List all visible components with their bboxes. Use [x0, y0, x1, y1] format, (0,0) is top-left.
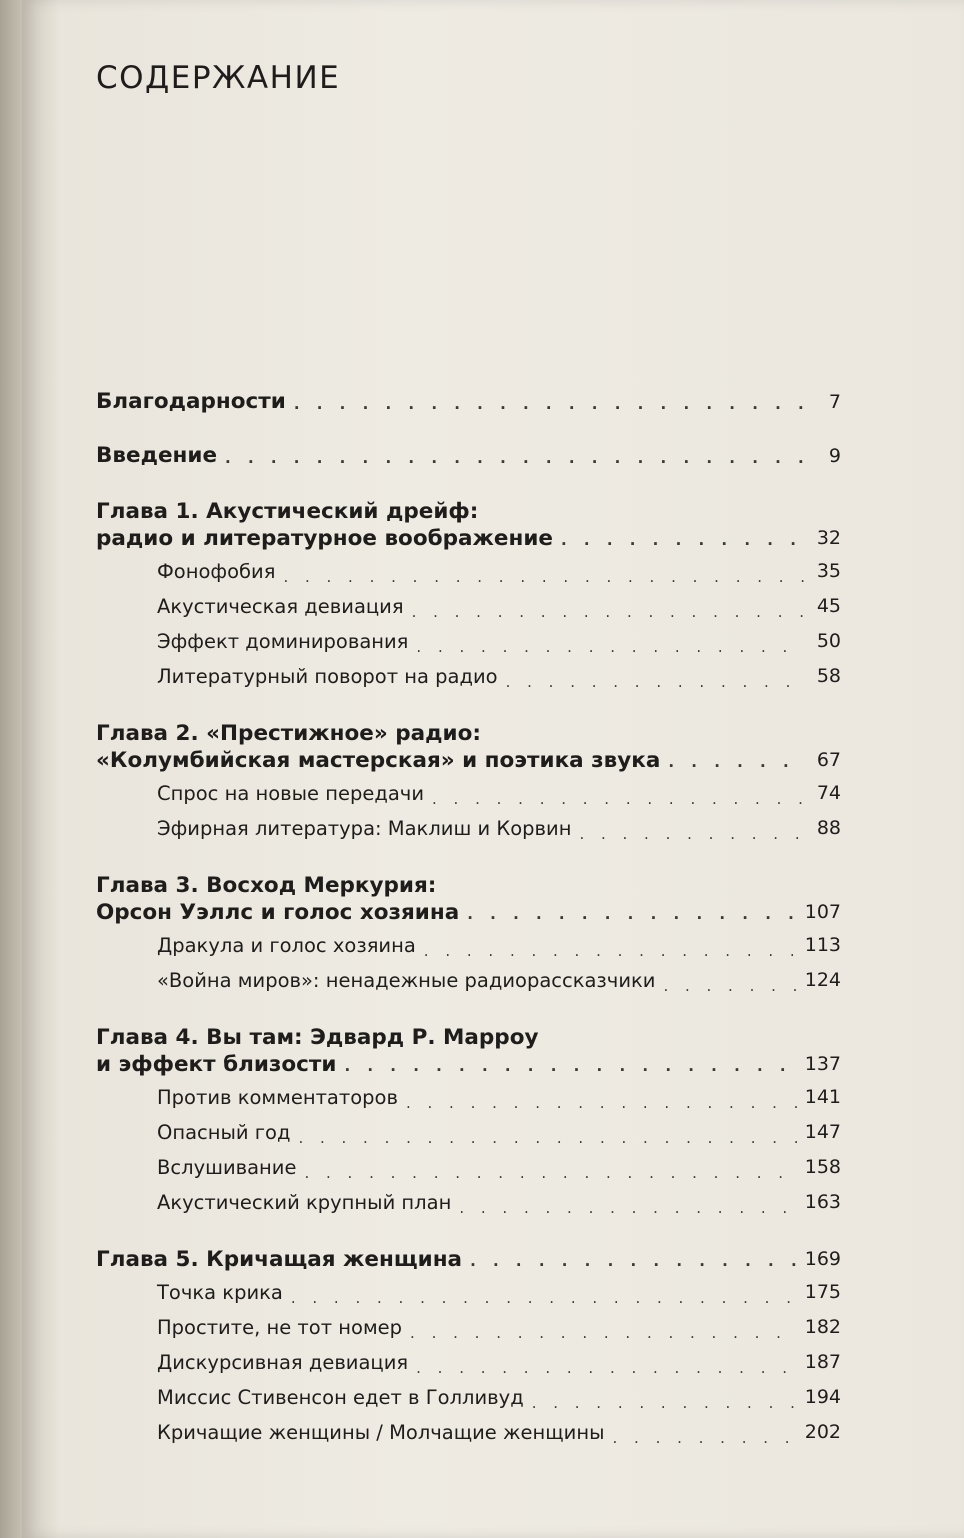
- toc-gap: [96, 694, 841, 720]
- dot-leader: [410, 1323, 799, 1345]
- toc-entry-sub[interactable]: [96, 1415, 841, 1450]
- dot-leader: [459, 1198, 798, 1220]
- toc-entry-title: «Война миров»: ненадежные радиорассказчики: [157, 969, 656, 992]
- toc-page-number: 182: [804, 1316, 841, 1338]
- toc-entry-title: Миссис Стивенсон едет в Голливуд: [157, 1386, 524, 1409]
- toc-entry-line: [157, 1150, 841, 1185]
- toc-entry-title: Глава 1. Акустический дрейф:: [96, 499, 479, 524]
- toc-page-number: 74: [816, 782, 841, 804]
- dot-leader: [424, 941, 799, 963]
- toc-entry-title: Эфирная литература: Маклиш и Корвин: [157, 817, 572, 840]
- toc-entry-title: Фонофобия: [157, 560, 276, 583]
- toc-entry-sub[interactable]: [96, 1080, 841, 1115]
- toc-gap: [96, 846, 841, 872]
- toc-entry-title: Кричащие женщины / Молчащие женщины: [157, 1421, 605, 1444]
- toc-entry-title: Дракула и голос хозяина: [157, 934, 416, 957]
- toc-entry-line: [96, 872, 841, 899]
- toc-entry-line: [157, 1345, 841, 1380]
- toc-entry-line: [96, 442, 841, 470]
- toc-entry-sub[interactable]: [96, 1275, 841, 1310]
- toc-entry-title: Благодарности: [96, 389, 286, 414]
- toc-page-number: 7: [828, 391, 841, 413]
- dot-leader: [406, 1093, 799, 1115]
- dot-leader: [294, 394, 805, 416]
- toc-page-number: 35: [816, 560, 841, 582]
- toc-page-number: 169: [804, 1248, 841, 1270]
- toc-entry-line: [157, 624, 841, 659]
- toc-entry-sub[interactable]: [96, 811, 841, 846]
- toc-entry-title: Спрос на новые передачи: [157, 782, 425, 805]
- toc-entry-sub[interactable]: [96, 776, 841, 811]
- toc-entry-line: [96, 498, 841, 525]
- table-of-contents: [96, 388, 841, 1450]
- toc-page-number: 175: [804, 1281, 841, 1303]
- toc-page-number: 113: [804, 934, 841, 956]
- dot-leader: [432, 789, 805, 811]
- toc-entry-sub[interactable]: [96, 928, 841, 963]
- toc-entry-chapter[interactable]: [96, 720, 841, 774]
- toc-page-number: 187: [804, 1351, 841, 1373]
- dot-leader: [225, 448, 805, 470]
- toc-entry-line: [157, 1185, 841, 1220]
- toc-entry-title: Глава 3. Восход Меркурия:: [96, 873, 437, 898]
- toc-entry-title: Вслушивание: [157, 1156, 297, 1179]
- dot-leader: [613, 1428, 799, 1450]
- toc-entry-sub[interactable]: [96, 1115, 841, 1150]
- toc-page-number: 58: [816, 665, 841, 687]
- toc-entry-line: [157, 963, 841, 998]
- toc-entry-sub[interactable]: [96, 1345, 841, 1380]
- dot-leader: [506, 672, 805, 694]
- dot-leader: [668, 752, 805, 774]
- toc-page-number: 158: [804, 1156, 841, 1178]
- dot-leader: [470, 1251, 799, 1273]
- toc-entry-title: Дискурсивная девиация: [157, 1351, 409, 1374]
- toc-entry-title: Против комментаторов: [157, 1086, 398, 1109]
- toc-entry-line: [157, 1415, 841, 1450]
- toc-page-number: 50: [816, 630, 841, 652]
- dot-leader: [663, 976, 798, 998]
- toc-entry-line: [157, 589, 841, 624]
- toc-entry-sub[interactable]: [96, 1150, 841, 1185]
- dot-leader: [304, 1163, 798, 1185]
- toc-gap: [96, 998, 841, 1024]
- dot-leader: [291, 1288, 799, 1310]
- toc-entry-chapter[interactable]: [96, 872, 841, 926]
- dot-leader: [412, 602, 805, 624]
- toc-page-number: 45: [816, 595, 841, 617]
- toc-entry-title: радио и литературное воображение: [96, 526, 553, 551]
- toc-entry-title: Глава 5. Кричащая женщина: [96, 1247, 463, 1272]
- toc-entry-line: [96, 747, 841, 774]
- toc-entry-title: Акустическая девиация: [157, 595, 404, 618]
- dot-leader: [416, 637, 805, 659]
- toc-entry-sub[interactable]: [96, 554, 841, 589]
- toc-entry-line: [157, 659, 841, 694]
- dot-leader: [416, 1358, 799, 1380]
- toc-entry-title: Орсон Уэллс и голос хозяина: [96, 900, 460, 925]
- toc-entry-sub[interactable]: [96, 659, 841, 694]
- toc-entry-line: [96, 899, 841, 926]
- toc-page-number: 163: [804, 1191, 841, 1213]
- dot-leader: [298, 1128, 798, 1150]
- toc-entry-title: Эффект доминирования: [157, 630, 409, 653]
- toc-entry-title: Глава 2. «Престижное» радио:: [96, 721, 481, 746]
- toc-page-number: 88: [816, 817, 841, 839]
- toc-entry-line: [96, 525, 841, 552]
- toc-entry-title: Акустический крупный план: [157, 1191, 452, 1214]
- toc-entry-line: [157, 1115, 841, 1150]
- toc-entry-line: [96, 1246, 841, 1273]
- toc-entry-sub[interactable]: [96, 624, 841, 659]
- toc-entry-line: [157, 776, 841, 811]
- toc-entry-line: [157, 928, 841, 963]
- toc-page-number: 147: [804, 1121, 841, 1143]
- dot-leader: [283, 567, 805, 589]
- toc-entry-chapter[interactable]: [96, 498, 841, 552]
- dot-leader: [467, 904, 799, 926]
- toc-entry-line: [157, 1380, 841, 1415]
- page-title: СОДЕРЖАНИЕ: [96, 60, 341, 96]
- toc-entry-sub[interactable]: [96, 1185, 841, 1220]
- toc-entry-line: [157, 554, 841, 589]
- dot-leader: [532, 1393, 799, 1415]
- toc-entry-title: Опасный год: [157, 1121, 291, 1144]
- toc-entry-line: [96, 720, 841, 747]
- toc-page-number: 32: [816, 527, 841, 549]
- toc-entry-sub[interactable]: [96, 589, 841, 624]
- toc-entry-title: Литературный поворот на радио: [157, 665, 498, 688]
- toc-entry-sub[interactable]: [96, 1380, 841, 1415]
- toc-page-number: 194: [804, 1386, 841, 1408]
- toc-entry-line: [96, 1024, 841, 1051]
- toc-entry-chapter[interactable]: [96, 1246, 841, 1273]
- toc-page-number: 107: [804, 901, 841, 923]
- toc-page-number: 202: [804, 1421, 841, 1443]
- toc-page-number: 124: [804, 969, 841, 991]
- dot-leader: [344, 1056, 798, 1078]
- toc-entry-chapter[interactable]: [96, 1024, 841, 1078]
- toc-entry-line: [157, 1310, 841, 1345]
- toc-gap: [96, 1220, 841, 1246]
- toc-entry-main[interactable]: [96, 388, 841, 418]
- toc-entry-line: [96, 388, 841, 416]
- toc-entry-title: Глава 4. Вы там: Эдвард Р. Марроу: [96, 1025, 539, 1050]
- toc-gap: [96, 418, 841, 442]
- toc-entry-main[interactable]: [96, 442, 841, 472]
- toc-entry-line: [157, 811, 841, 846]
- toc-entry-title: «Колумбийская мастерская» и поэтика звука: [96, 748, 661, 773]
- toc-entry-title: и эффект близости: [96, 1052, 337, 1077]
- toc-page-number: 9: [828, 445, 841, 467]
- toc-page-number: 137: [804, 1053, 841, 1075]
- toc-entry-title: Простите, не тот номер: [157, 1316, 403, 1339]
- toc-entry-title: Точка крика: [157, 1281, 283, 1304]
- dot-leader: [561, 530, 805, 552]
- toc-entry-line: [96, 1051, 841, 1078]
- dot-leader: [579, 824, 805, 846]
- toc-entry-title: Введение: [96, 443, 218, 468]
- toc-entry-line: [157, 1080, 841, 1115]
- toc-entry-sub[interactable]: [96, 1310, 841, 1345]
- toc-page-number: 141: [804, 1086, 841, 1108]
- toc-entry-line: [157, 1275, 841, 1310]
- toc-entry-sub[interactable]: [96, 963, 841, 998]
- book-spine-shadow: [0, 0, 22, 1538]
- toc-page-number: 67: [816, 749, 841, 771]
- toc-gap: [96, 472, 841, 498]
